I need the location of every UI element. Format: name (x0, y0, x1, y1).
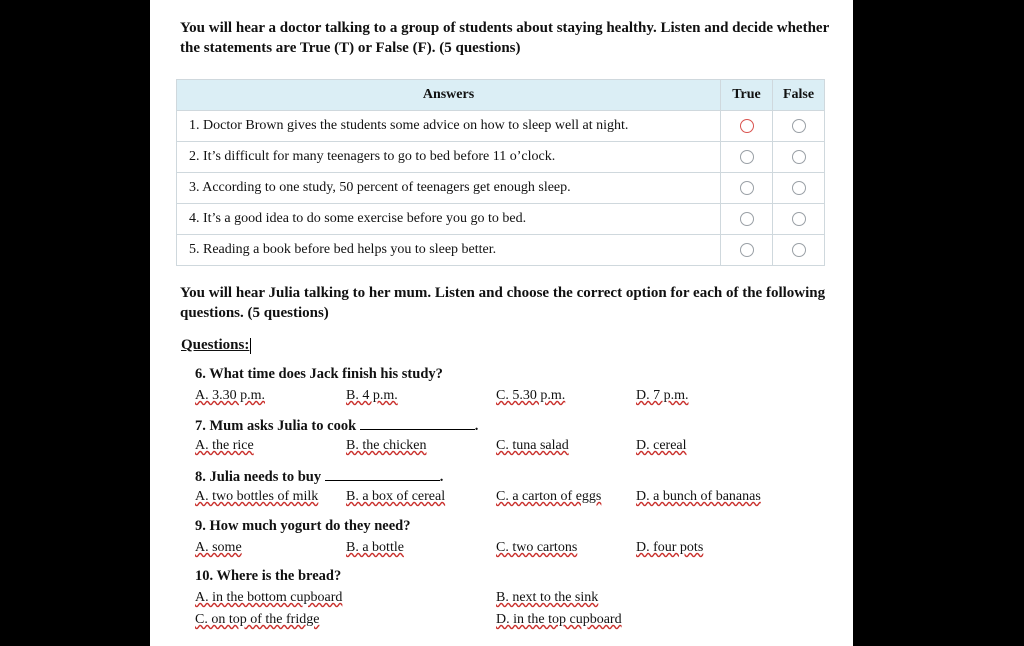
q10-option-c[interactable]: C. on top of the fridge (195, 612, 320, 627)
part1-instruction: You will hear a doctor talking to a group of students about staying healthy. Listen and decide whether the statements are True (T) or False (F). (5 questions) (180, 20, 829, 56)
q9-option-c[interactable]: C. two cartons (496, 540, 578, 555)
radio-true-1[interactable] (740, 119, 754, 133)
table-row (177, 111, 825, 142)
table-row (177, 142, 825, 173)
q8-option-b[interactable]: B. a box of cereal (346, 489, 446, 504)
q6-option-b[interactable]: B. 4 p.m. (346, 388, 398, 403)
header-false: False (773, 80, 825, 111)
q7-option-c[interactable]: C. tuna salad (496, 438, 569, 453)
statement-3: 3. According to one study, 50 percent of teenagers get enough sleep. (177, 173, 721, 204)
radio-false-2[interactable] (792, 150, 806, 164)
q10-option-d[interactable]: D. in the top cupboard (496, 612, 622, 627)
header-true: True (721, 80, 773, 111)
statement-4: 4. It’s a good idea to do some exercise before you go to bed. (177, 204, 721, 235)
radio-false-4[interactable] (792, 212, 806, 226)
q6-option-c[interactable]: C. 5.30 p.m. (496, 388, 566, 403)
table-row (177, 173, 825, 204)
q9-option-b[interactable]: B. a bottle (346, 540, 404, 555)
radio-false-5[interactable] (792, 243, 806, 257)
radio-false-3[interactable] (792, 181, 806, 195)
question-10: 10. Where is the bread? (195, 568, 342, 584)
q6-option-a[interactable]: A. 3.30 p.m. (195, 388, 265, 403)
q8-option-a[interactable]: A. two bottles of milk (195, 489, 319, 504)
radio-true-2[interactable] (740, 150, 754, 164)
part2-instruction: You will hear Julia talking to her mum. Listen and choose the correct option for each of the following questions. (5 questions) (180, 285, 826, 321)
statement-5: 5. Reading a book before bed helps you to sleep better. (177, 235, 721, 266)
answer-blank-8[interactable] (325, 467, 440, 481)
q10-option-b[interactable]: B. next to the sink (496, 590, 599, 605)
q9-option-d[interactable]: D. four pots (636, 540, 704, 555)
true-false-table (176, 79, 825, 266)
statement-2: 2. It’s difficult for many teenagers to go to bed before 11 o’clock. (177, 142, 721, 173)
answer-blank-7[interactable] (360, 416, 475, 430)
q6-option-d[interactable]: D. 7 p.m. (636, 388, 689, 403)
q7-option-d[interactable]: D. cereal (636, 438, 687, 453)
questions-heading: Questions: (181, 337, 250, 353)
q7-option-a[interactable]: A. the rice (195, 438, 254, 453)
q7-option-b[interactable]: B. the chicken (346, 438, 427, 453)
radio-true-3[interactable] (740, 181, 754, 195)
q9-option-a[interactable]: A. some (195, 540, 242, 555)
radio-true-4[interactable] (740, 212, 754, 226)
table-row (177, 235, 825, 266)
statement-1: 1. Doctor Brown gives the students some advice on how to sleep well at night. (177, 111, 721, 142)
radio-false-1[interactable] (792, 119, 806, 133)
q8-option-d[interactable]: D. a bunch of bananas (636, 489, 761, 504)
q8-option-c[interactable]: C. a carton of eggs (496, 489, 602, 504)
document-page (150, 0, 853, 646)
question-8: 8. Julia needs to buy . (195, 469, 444, 485)
question-9: 9. How much yogurt do they need? (195, 518, 411, 534)
radio-true-5[interactable] (740, 243, 754, 257)
question-7: 7. Mum asks Julia to cook . (195, 418, 479, 434)
table-row (177, 204, 825, 235)
q10-option-a[interactable]: A. in the bottom cupboard (195, 590, 343, 605)
header-answers: Answers (177, 80, 721, 111)
table-header-row (177, 80, 825, 111)
question-6: 6. What time does Jack finish his study? (195, 366, 443, 382)
